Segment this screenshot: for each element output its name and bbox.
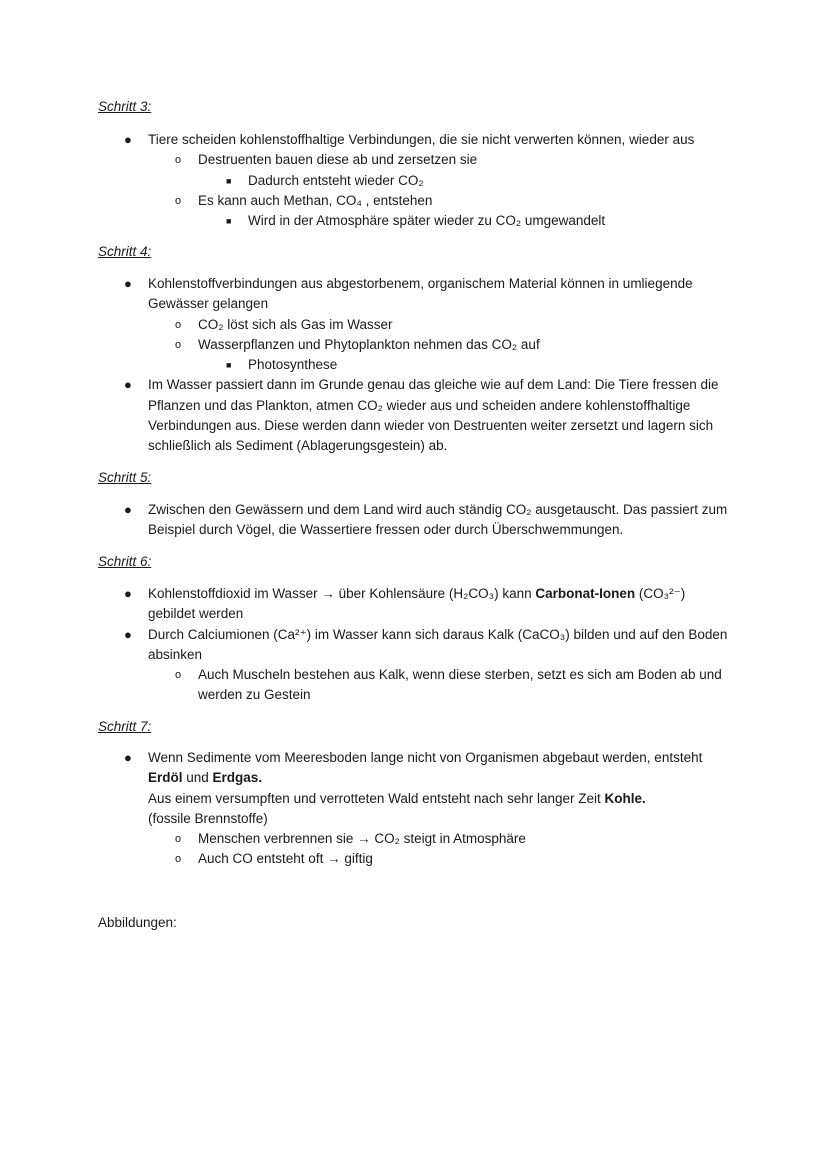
bullet-circle-icon: o [175,318,182,331]
step-6-heading: Schritt 6: [98,554,152,569]
list-item: ● Kohlenstoffverbindungen aus abgestorbenem, organischem Material können in umliegende Gewässer gelangen [124,276,693,312]
bullet-circle-icon: o [175,154,182,167]
step-6-list [0,584,828,706]
bullet-disc-icon: ● [124,276,132,291]
bullet-disc-icon: ● [124,586,132,601]
list-item: ■ Dadurch entsteht wieder CO₂ [0,171,728,191]
list-item: o Destruenten bauen diese ab und zersetzen sie [0,150,728,170]
step-4-heading: Schritt 4: [98,244,152,259]
bullet-disc-icon: ● [124,377,132,393]
step-5-list [0,500,828,541]
step-3-heading: Schritt 3: [98,99,152,114]
bullet-circle-icon: o [175,669,182,682]
bullet-disc-icon: ● [124,502,132,517]
bullet-circle-icon: o [175,194,182,207]
bullet-circle-icon: o [175,853,182,866]
list-item: o Wasserpflanzen und Phytoplankton nehmen das CO₂ auf [0,335,728,355]
list-item: ● Wenn Sedimente vom Meeresboden lange nicht von Organismen abgebaut werden, entsteht Erdöl und Erdgas. Aus einem versumpften und verrotteten Wald entsteht nach sehr langer Zeit Kohle. (fossile Brennstoffe) [124,750,703,826]
bullet-square-icon: ■ [226,216,232,227]
list-item: ■ Photosynthese [0,355,728,375]
list-item: o CO₂ löst sich als Gas im Wasser [0,315,728,335]
bullet-circle-icon: o [175,833,182,846]
step-4-list [0,274,828,457]
bullet-disc-icon: ● [124,626,132,642]
list-item: ● Tiere scheiden kohlenstoffhaltige Verbindungen, die sie nicht verwerten können, wieder aus [0,130,728,150]
bullet-square-icon: ■ [226,175,232,186]
list-item: ● Zwischen den Gewässern und dem Land wird auch ständig CO₂ ausgetauscht. Das passiert zum Beispiel durch Vögel, die Wassertiere fressen oder durch Überschwemmungen. [124,502,728,538]
step-7-list [0,748,828,870]
step-3-list [0,130,828,231]
list-item: o Es kann auch Methan, CO₄ , entstehen [0,191,728,211]
figures-label: Abbildungen: [98,915,177,930]
list-item: ■ Wird in der Atmosphäre später wieder zu CO₂ umgewandelt [0,211,728,231]
list-item: o Auch Muscheln bestehen aus Kalk, wenn diese sterben, setzt es sich am Boden ab und werden zu Gestein [175,667,722,703]
step-7-heading: Schritt 7: [98,719,152,734]
list-item: ● Im Wasser passiert dann im Grunde genau das gleiche wie auf dem Land: Die Tiere fressen die Pflanzen und das Plankton, atmen CO₂ wieder aus und scheiden andere kohlenstoffhaltige Verbindungen aus. Diese werden dann wieder von Destruenten weiter zersetzt und lagern sich schließlich als Sediment (Ablagerungsgestein) ab. [124,377,719,454]
step-5-heading: Schritt 5: [98,470,152,485]
bullet-circle-icon: o [175,338,182,351]
list-item: ● Kohlenstoffdioxid im Wasser → über Kohlensäure (H₂CO₃) kann Carbonat-Ionen (CO₃²⁻) gebildet werden [124,586,686,622]
list-item: ● Durch Calciumionen (Ca²⁺) im Wasser kann sich daraus Kalk (CaCO₃) bilden und auf den Boden absinken [124,626,728,662]
bullet-disc-icon: ● [124,132,132,147]
list-item: o Menschen verbrennen sie → CO₂ steigt in Atmosphäre [0,829,728,849]
list-item: o Auch CO entsteht oft → giftig [0,849,728,869]
bullet-square-icon: ■ [226,360,232,371]
bullet-disc-icon: ● [124,750,132,765]
